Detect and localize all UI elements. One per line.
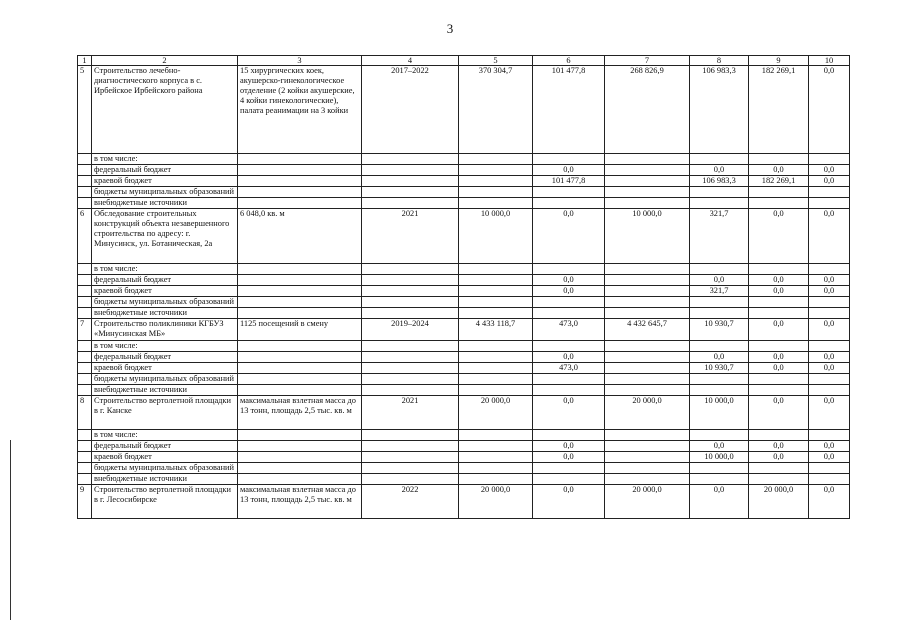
project-period: 2021 <box>362 396 459 430</box>
project-period: 2021 <box>362 209 459 264</box>
value-col10: 0,0 <box>809 319 850 341</box>
value-col5: 370 304,7 <box>459 66 533 154</box>
value-col7: 4 432 645,7 <box>605 319 690 341</box>
value-col7: 20 000,0 <box>605 396 690 430</box>
value-col6: 0,0 <box>533 485 605 519</box>
value-col8: 10 000,0 <box>690 452 749 463</box>
project-number: 8 <box>78 396 92 430</box>
label-municipal: бюджеты муниципальных образований <box>92 297 238 308</box>
value-col10: 0,0 <box>809 452 850 463</box>
value-col9: 0,0 <box>749 165 809 176</box>
column-header: 6 <box>533 56 605 66</box>
value-col9: 182 269,1 <box>749 66 809 154</box>
value-col7: 10 000,0 <box>605 209 690 264</box>
value-col8: 0,0 <box>690 275 749 286</box>
subrow-including <box>78 154 850 165</box>
label-including: в том числе: <box>92 154 238 165</box>
value-col10: 0,0 <box>809 176 850 187</box>
value-col8: 0,0 <box>690 165 749 176</box>
value-col10: 0,0 <box>809 286 850 297</box>
value-col5: 20 000,0 <box>459 396 533 430</box>
project-capacity: 6 048,0 кв. м <box>238 209 362 264</box>
label-extra: внебюджетные источники <box>92 385 238 396</box>
label-extra: внебюджетные источники <box>92 308 238 319</box>
subrow-regional <box>78 452 850 463</box>
value-col10: 0,0 <box>809 363 850 374</box>
subrow-extra <box>78 385 850 396</box>
column-header: 10 <box>809 56 850 66</box>
label-regional: краевой бюджет <box>92 286 238 297</box>
subrow-including <box>78 341 850 352</box>
binding-line <box>10 440 11 620</box>
value-col9: 0,0 <box>749 363 809 374</box>
value-col5: 10 000,0 <box>459 209 533 264</box>
value-col7: 20 000,0 <box>605 485 690 519</box>
value-col6: 0,0 <box>533 441 605 452</box>
project-number: 9 <box>78 485 92 519</box>
value-col6: 0,0 <box>533 165 605 176</box>
project-capacity: 15 хирургических коек, акушерско-гинекологическое отделение (2 койки акушерские, 4 койки гинекологические), палата реанимации на 3 койки <box>238 66 362 154</box>
column-header: 3 <box>238 56 362 66</box>
label-regional: краевой бюджет <box>92 363 238 374</box>
project-number: 7 <box>78 319 92 341</box>
project-row <box>78 396 850 430</box>
label-extra: внебюджетные источники <box>92 198 238 209</box>
value-col9: 0,0 <box>749 319 809 341</box>
value-col8: 0,0 <box>690 441 749 452</box>
value-col10: 0,0 <box>809 352 850 363</box>
value-col9: 0,0 <box>749 396 809 430</box>
subrow-regional <box>78 286 850 297</box>
value-col10: 0,0 <box>809 165 850 176</box>
value-col5: 4 433 118,7 <box>459 319 533 341</box>
label-federal: федеральный бюджет <box>92 165 238 176</box>
value-col6: 0,0 <box>533 352 605 363</box>
project-period: 2022 <box>362 485 459 519</box>
value-col9: 20 000,0 <box>749 485 809 519</box>
value-col6: 0,0 <box>533 286 605 297</box>
value-col6: 0,0 <box>533 452 605 463</box>
value-col9: 0,0 <box>749 209 809 264</box>
subrow-extra <box>78 474 850 485</box>
column-header: 5 <box>459 56 533 66</box>
project-row <box>78 319 850 341</box>
label-including: в том числе: <box>92 430 238 441</box>
investment-table <box>77 55 850 519</box>
project-capacity: максимальная взлетная масса до 13 тонн, площадь 2,5 тыс. кв. м <box>238 485 362 519</box>
project-row <box>78 209 850 264</box>
label-including: в том числе: <box>92 264 238 275</box>
value-col9: 0,0 <box>749 275 809 286</box>
project-period: 2019–2024 <box>362 319 459 341</box>
column-header: 9 <box>749 56 809 66</box>
project-capacity: 1125 посещений в смену <box>238 319 362 341</box>
value-col8: 321,7 <box>690 286 749 297</box>
value-col6: 0,0 <box>533 275 605 286</box>
subrow-including <box>78 430 850 441</box>
subrow-federal <box>78 441 850 452</box>
page-number: 3 <box>446 21 454 36</box>
value-col8: 0,0 <box>690 352 749 363</box>
value-col10: 0,0 <box>809 209 850 264</box>
value-col6: 0,0 <box>533 209 605 264</box>
value-col9: 0,0 <box>749 286 809 297</box>
value-col6: 473,0 <box>533 363 605 374</box>
label-municipal: бюджеты муниципальных образований <box>92 374 238 385</box>
label-federal: федеральный бюджет <box>92 441 238 452</box>
value-col6: 473,0 <box>533 319 605 341</box>
value-col6: 101 477,8 <box>533 176 605 187</box>
subrow-federal <box>78 275 850 286</box>
label-federal: федеральный бюджет <box>92 275 238 286</box>
column-header: 7 <box>605 56 690 66</box>
label-extra: внебюджетные источники <box>92 474 238 485</box>
label-regional: краевой бюджет <box>92 452 238 463</box>
value-col10: 0,0 <box>809 441 850 452</box>
subrow-federal <box>78 165 850 176</box>
project-number: 5 <box>78 66 92 154</box>
project-name: Строительство вертолетной площадки в г. Лесосибирске <box>92 485 238 519</box>
column-header: 4 <box>362 56 459 66</box>
subrow-regional <box>78 176 850 187</box>
project-row <box>78 66 850 154</box>
header-row <box>78 56 850 66</box>
subrow-municipal <box>78 463 850 474</box>
value-col8: 10 930,7 <box>690 319 749 341</box>
label-federal: федеральный бюджет <box>92 352 238 363</box>
subrow-regional <box>78 363 850 374</box>
project-row <box>78 485 850 519</box>
value-col8: 10 000,0 <box>690 396 749 430</box>
value-col8: 106 983,3 <box>690 176 749 187</box>
subrow-municipal <box>78 297 850 308</box>
value-col7: 268 826,9 <box>605 66 690 154</box>
project-number: 6 <box>78 209 92 264</box>
value-col10: 0,0 <box>809 66 850 154</box>
column-header: 1 <box>78 56 92 66</box>
value-col10: 0,0 <box>809 396 850 430</box>
subrow-extra <box>78 308 850 319</box>
project-name: Строительство лечебно-диагностического корпуса в с. Ирбейское Ирбейского района <box>92 66 238 154</box>
label-regional: краевой бюджет <box>92 176 238 187</box>
column-header: 2 <box>92 56 238 66</box>
value-col5: 20 000,0 <box>459 485 533 519</box>
label-including: в том числе: <box>92 341 238 352</box>
subrow-federal <box>78 352 850 363</box>
value-col6: 0,0 <box>533 396 605 430</box>
project-name: Обследование строительных конструкций объекта незавершенного строительства по адресу: г. Минусинск, ул. Ботаническая, 2а <box>92 209 238 264</box>
subrow-including <box>78 264 850 275</box>
value-col9: 0,0 <box>749 441 809 452</box>
value-col8: 106 983,3 <box>690 66 749 154</box>
subrow-extra <box>78 198 850 209</box>
value-col9: 182 269,1 <box>749 176 809 187</box>
value-col10: 0,0 <box>809 275 850 286</box>
project-capacity: максимальная взлетная масса до 13 тонн, площадь 2,5 тыс. кв. м <box>238 396 362 430</box>
value-col8: 321,7 <box>690 209 749 264</box>
value-col10: 0,0 <box>809 485 850 519</box>
project-name: Строительство поликлиники КГБУЗ «Минусинская МБ» <box>92 319 238 341</box>
subrow-municipal <box>78 187 850 198</box>
value-col8: 10 930,7 <box>690 363 749 374</box>
value-col6: 101 477,8 <box>533 66 605 154</box>
project-name: Строительство вертолетной площадки в г. Канске <box>92 396 238 430</box>
project-period: 2017–2022 <box>362 66 459 154</box>
subrow-municipal <box>78 374 850 385</box>
label-municipal: бюджеты муниципальных образований <box>92 187 238 198</box>
value-col9: 0,0 <box>749 452 809 463</box>
column-header: 8 <box>690 56 749 66</box>
label-municipal: бюджеты муниципальных образований <box>92 463 238 474</box>
value-col8: 0,0 <box>690 485 749 519</box>
value-col9: 0,0 <box>749 352 809 363</box>
